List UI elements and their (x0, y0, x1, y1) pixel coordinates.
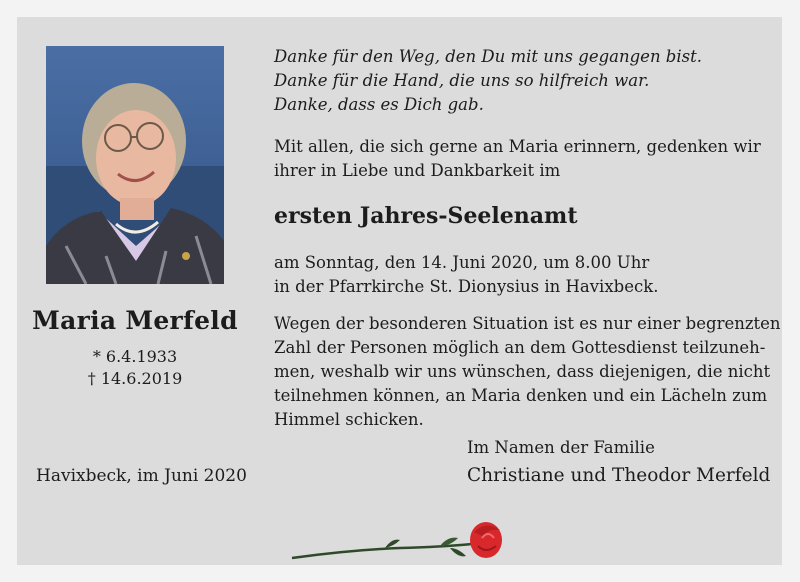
poem-line: Danke, dass es Dich gab. (274, 95, 484, 114)
note-line: men, weshalb wir uns wünschen, dass diejenigen, die nicht (274, 362, 771, 381)
note-line: Wegen der besonderen Situation ist es nur einer begrenzten (274, 314, 781, 333)
place-and-date: Havixbeck, im Juni 2020 (36, 466, 247, 486)
note-line: Himmel schicken. (274, 410, 424, 429)
mass-details (274, 251, 768, 299)
deceased-name: Maria Merfeld (32, 306, 238, 335)
poem (274, 45, 768, 117)
note-line: Zahl der Personen möglich an dem Gottesdienst teilzuneh- (274, 338, 766, 357)
note-line: teilnehmen können, an Maria denken und ein Lächeln zum (274, 386, 768, 405)
life-dates (0, 346, 270, 390)
mass-detail-line: in der Pfarrkirche St. Dionysius in Havixbeck. (274, 277, 659, 296)
invitation-line: Mit allen, die sich gerne an Maria erinnern, gedenken wir (274, 137, 761, 156)
birth-date: * 6.4.1933 (92, 347, 178, 366)
invitation-text (274, 135, 768, 183)
invitation-line: ihrer in Liebe und Dankbarkeit im (274, 161, 561, 180)
portrait-photo (46, 46, 224, 284)
mass-title: ersten Jahres-Seelenamt (274, 203, 578, 229)
poem-line: Danke für den Weg, den Du mit uns gegangen bist. (274, 47, 702, 66)
rose-icon (290, 516, 510, 576)
mass-detail-line: am Sonntag, den 14. Juni 2020, um 8.00 Uhr (274, 253, 650, 272)
signature-names: Christiane und Theodor Merfeld (467, 465, 771, 486)
poem-line: Danke für die Hand, die uns so hilfreich war. (274, 71, 650, 90)
signature-label: Im Namen der Familie (467, 438, 655, 457)
situation-note (274, 312, 781, 432)
death-date: † 14.6.2019 (87, 369, 183, 388)
